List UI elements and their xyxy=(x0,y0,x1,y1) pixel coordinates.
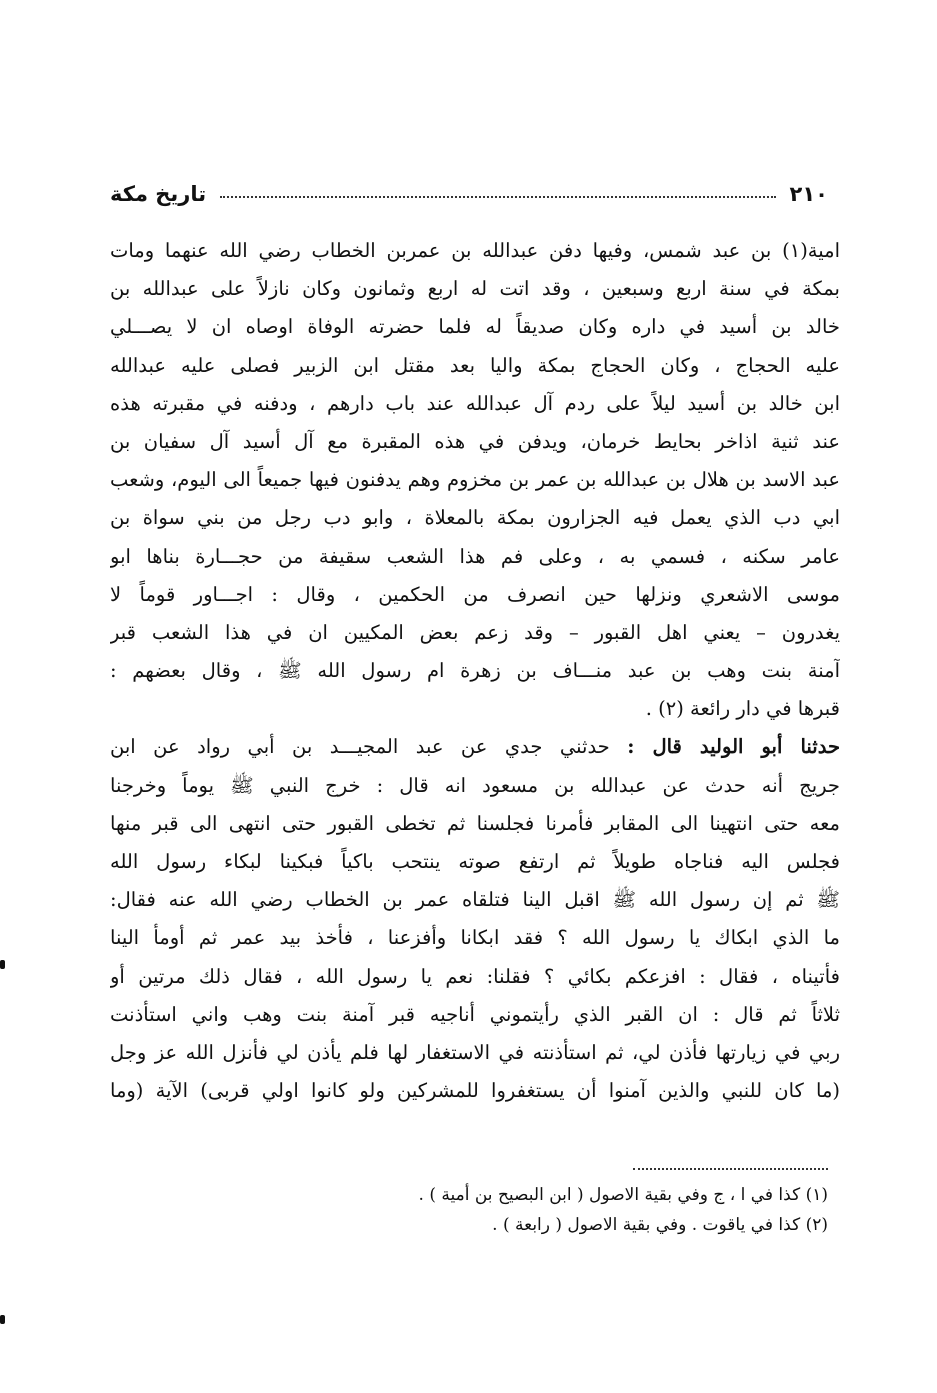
page-number: ٢١٠ xyxy=(789,182,828,206)
header-dotted-leader xyxy=(220,196,775,198)
text-line: فأتيناه ، فقال : افزعكم بكائي ؟ فقلنا: نعم يا رسول الله ، فقال ذلك مرتين أو xyxy=(110,964,840,988)
text-line: عامر سكنه ، فسمي به ، وعلى فم هذا الشعب سقيفة من حجـــارة بناها ابو xyxy=(110,544,840,568)
paragraph-2 xyxy=(110,728,840,1110)
text-line: موسى الاشعري ونزلها حين انصرف من الحكمين ، وقال : اجـــاور قوماً لا xyxy=(110,582,840,606)
text-line-rest: حدثني جدي عن عبد المجيـــد بن أبي رواد عن ابن xyxy=(110,735,628,759)
text-line: خالد بن أسيد في داره وكان صديقاً له فلما حضرته الوفاة اوصاه ان لا يصـــلي xyxy=(110,315,840,339)
text-line: فجلس اليه فناجاه طويلاً ثم ارتفع صوته ينتحب باكياً فبكينا لبكاء رسول الله xyxy=(110,850,840,873)
footnotes xyxy=(300,1180,828,1240)
text-line: بمكة في سنة اربع وسبعين ، وقد اتت له اربع وثمانون وكان نازلاً على عبدالله بن xyxy=(110,277,840,301)
scan-edge-mark xyxy=(0,1315,5,1324)
text-line: عبد الاسد بن هلال بن عبدالله بن عمر بن مخزوم وهم يدفنون فيها جميعاً الى اليوم، وشعب xyxy=(110,468,840,492)
text-line: ما الذي ابكاك يا رسول الله ؟ فقد ابكانا وأفزعنا ، فأخذ بيد عمر ثم أومأ الينا xyxy=(110,926,840,950)
text-line: ربي في زيارتها فأذن لي، ثم استأذنته في الاستغفار لها فلم يأذن لي فأنزل الله عز وجل xyxy=(110,1040,840,1064)
text-line: ﷺ ثم إن رسول الله ﷺ اقبل الينا فتلقاه عمر بن الخطاب رضي الله عنه فقال: xyxy=(110,888,840,912)
text-line-with-lead xyxy=(110,728,840,766)
main-text xyxy=(110,232,840,1110)
running-book-title: تاريخ مكة xyxy=(110,182,207,206)
text-line: عند ثنية اذاخر بحايط خرمان، ويدفن في هذه المقبرة مع آل أسيد آل سفيان بن xyxy=(110,429,840,453)
footnote-separator xyxy=(633,1168,828,1170)
text-line: عليه الحجاج ، وكان الحجاج بمكة واليا بعد مقتل ابن الزبير فصلى عليه عبدالله xyxy=(110,353,840,377)
text-line: امية(١) بن عبد شمس، وفيها دفن عبدالله بن عمربن الخطاب رضي الله عنهما ومات xyxy=(110,239,840,262)
paragraph-lead: حدثنا أبو الوليد قال : xyxy=(627,735,840,759)
text-line: جريج أنه حدث عن عبدالله بن مسعود انه قال : خرج النبي ﷺ يوماً وخرجنا xyxy=(110,773,840,797)
text-line: قبرها في دار رائعة (٢) . xyxy=(645,697,840,721)
text-line: ابن خالد بن أسيد ليلاً على ردم آل عبدالله عند باب دارهم ، ودفنه في مقبرته هذه xyxy=(110,391,840,415)
text-line: ابي دب الذي يعمل فيه الجزارون بمكة بالمعلاة ، وابو دب رجل من بني سواة بن xyxy=(110,506,840,530)
text-line: معه حتى انتهينا الى المقابر فأمرنا فجلسنا ثم تخطى القبور حتى انتهى الى قبر منها xyxy=(110,811,840,835)
scan-edge-mark xyxy=(0,960,5,969)
page-header xyxy=(110,172,828,206)
footnote-1: (١) كذا في ا ، ج وفي بقية الاصول ( ابن البصيح بن أمية ) . xyxy=(418,1185,828,1205)
text-line: ثلاثاً ثم قال : ان القبر الذي رأيتموني أناجيه قبر آمنة بنت وهب واني استأذنت xyxy=(110,1002,840,1026)
text-line: آمنة بنت وهب بن عبد منـــاف بن زهرة ام رسول الله ﷺ ، وقال بعضهم : xyxy=(110,659,840,683)
text-line: (ما كان للنبي والذين آمنوا أن يستغفروا للمشركين ولو كانوا اولي قربى) الآية (وما xyxy=(110,1079,840,1103)
paragraph-1 xyxy=(110,232,840,728)
text-line: يغدرون – يعني اهل القبور – وقد زعم بعض المكيين ان في هذا الشعب قبر xyxy=(110,620,840,644)
footnote-2: (٢) كذا في ياقوت . وفي بقية الاصول ( رابعة ) . xyxy=(492,1215,828,1235)
